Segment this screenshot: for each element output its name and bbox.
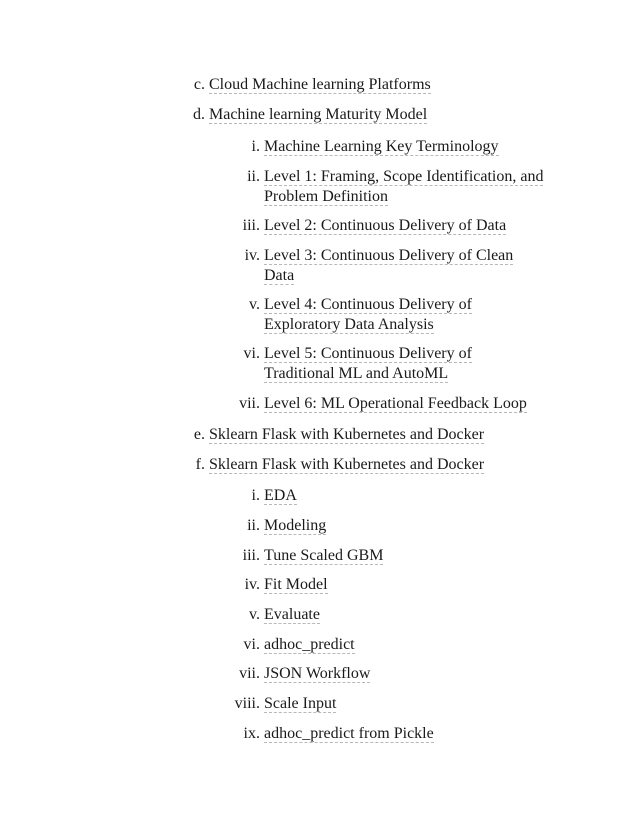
toc-subentry [242, 216, 544, 236]
toc-entry-number: vi. [243, 345, 260, 362]
toc-subentry [251, 486, 544, 506]
toc-entry-link[interactable]: Sklearn Flask with Kubernetes and Docker [209, 456, 485, 473]
toc-entry-number: iv. [244, 576, 260, 593]
toc-entry-link[interactable]: Modeling [264, 517, 327, 534]
toc-subentry [239, 394, 544, 414]
toc-entry [193, 75, 539, 95]
toc-entry-link[interactable]: Sklearn Flask with Kubernetes and Docker [209, 426, 485, 443]
toc-entry-number: ii. [247, 517, 260, 534]
toc-subentry [251, 137, 544, 157]
toc-subentry [242, 546, 544, 566]
toc-entry-number: vii. [239, 665, 260, 682]
toc-entry-link[interactable]: Level 3: Continuous Delivery of Clean Data [264, 247, 514, 284]
toc-subentry [249, 295, 479, 335]
toc-entry-number: v. [249, 296, 260, 313]
toc-entry-number: ix. [243, 725, 260, 742]
toc-subentry [243, 635, 544, 655]
toc-entry-number: i. [251, 487, 260, 504]
toc-entry-number: c. [193, 76, 205, 93]
toc-subentry [247, 516, 544, 536]
toc-entry-link[interactable]: Level 4: Continuous Delivery of Exploratory Data Analysis [264, 296, 472, 333]
toc-entry-number: d. [193, 106, 205, 123]
toc-entry-link[interactable]: EDA [264, 487, 297, 504]
toc-subentry [243, 344, 479, 384]
toc-subentry [247, 167, 544, 207]
toc-entry-link[interactable]: Level 6: ML Operational Feedback Loop [264, 395, 527, 412]
toc-entry-number: vii. [239, 395, 260, 412]
toc-entry-link[interactable]: Machine learning Maturity Model [209, 106, 428, 123]
toc-entry-number: viii. [234, 695, 260, 712]
toc-subentry [239, 664, 544, 684]
toc-entry [193, 425, 539, 445]
toc-subentry [244, 575, 544, 595]
toc-entry [193, 105, 539, 125]
toc-entry [195, 455, 539, 475]
toc-entry-link[interactable]: Level 5: Continuous Delivery of Traditional ML and AutoML [264, 345, 472, 382]
toc-entry-link[interactable]: adhoc_predict [264, 636, 355, 653]
toc-entry-number: v. [249, 606, 260, 623]
toc-entry-number: f. [195, 456, 205, 473]
toc-entry-link[interactable]: Scale Input [264, 695, 337, 712]
toc-subentry [243, 724, 544, 744]
toc-subentry [234, 694, 544, 714]
toc-entry-link[interactable]: JSON Workflow [264, 665, 371, 682]
toc-subentry [249, 605, 544, 625]
toc-entry-number: ii. [247, 168, 260, 185]
toc-entry-number: vi. [243, 636, 260, 653]
toc-entry-link[interactable]: Level 2: Continuous Delivery of Data [264, 217, 507, 234]
toc-entry-link[interactable]: Tune Scaled GBM [264, 547, 384, 564]
toc-entry-link[interactable]: Cloud Machine learning Platforms [209, 76, 431, 93]
toc-entry-number: iii. [242, 217, 260, 234]
toc-entry-number: e. [193, 426, 205, 443]
toc-entry-number: i. [251, 138, 260, 155]
toc-entry-link[interactable]: Fit Model [264, 576, 328, 593]
toc-entry-link[interactable]: Machine Learning Key Terminology [264, 138, 499, 155]
toc-entry-link[interactable]: Level 1: Framing, Scope Identification, and Problem Definition [264, 168, 544, 205]
toc-entry-number: iv. [244, 247, 260, 264]
toc-entry-number: iii. [242, 547, 260, 564]
toc-entry-link[interactable]: adhoc_predict from Pickle [264, 725, 434, 742]
toc-entry-link[interactable]: Evaluate [264, 606, 320, 623]
toc-subentry [244, 246, 514, 286]
